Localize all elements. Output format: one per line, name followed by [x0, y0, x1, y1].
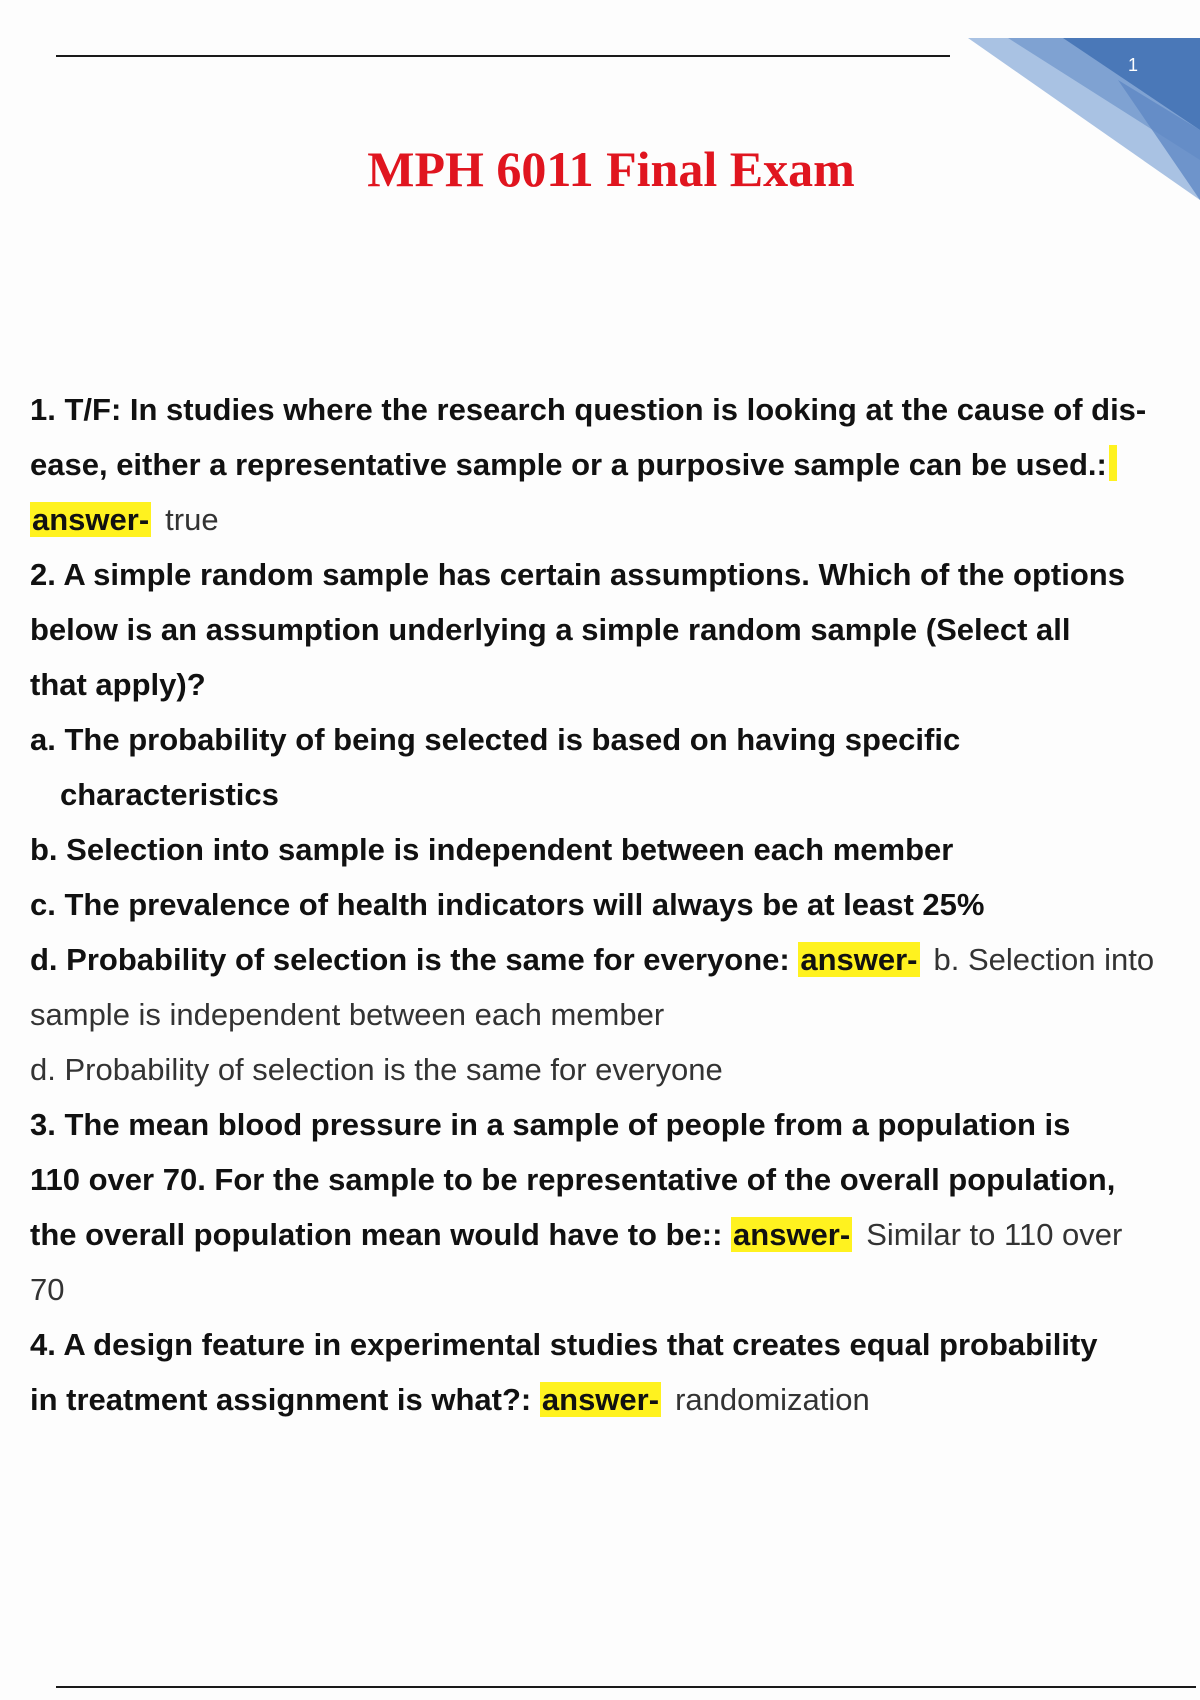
question-4-text-2: in treatment assignment is what?:	[30, 1382, 532, 1417]
question-3-text-1: 3. The mean blood pressure in a sample of people from a population is	[30, 1107, 1071, 1142]
exam-content	[30, 382, 1190, 1427]
question-4-line-2	[30, 1372, 1190, 1427]
question-2-line-1	[30, 547, 1190, 602]
question-1-answer: true	[165, 502, 219, 537]
question-4-text-1: 4. A design feature in experimental studies that creates equal probability	[30, 1327, 1098, 1362]
question-1-line-1	[30, 382, 1190, 437]
option-d-text: d. Probability of selection is the same for everyone:	[30, 942, 790, 977]
question-3-line-2	[30, 1152, 1190, 1207]
question-2-answer-line-3	[30, 1042, 1190, 1097]
answer-tag: answer-	[733, 1217, 851, 1252]
highlight-mark	[1109, 445, 1117, 481]
answer-tag: answer-	[32, 502, 150, 537]
question-4-line-1	[30, 1317, 1190, 1372]
option-b-line	[30, 822, 1190, 877]
question-2-answer-line-2	[30, 987, 1190, 1042]
question-3-line-1	[30, 1097, 1190, 1152]
question-3-answer-2: 70	[30, 1272, 65, 1307]
page-title: MPH 6011 Final Exam	[367, 141, 855, 197]
option-a-text-1: a. The probability of being selected is based on having specific	[30, 722, 961, 757]
option-c-line	[30, 877, 1190, 932]
question-3-text-3: the overall population mean would have to be::	[30, 1217, 723, 1252]
question-2-answer-2: sample is independent between each member	[30, 997, 665, 1032]
option-a-text-2: characteristics	[60, 777, 279, 812]
question-1-text-2: ease, either a representative sample or a purposive sample can be used.:	[30, 447, 1107, 482]
question-1-text-1: 1. T/F: In studies where the research question is looking at the cause of dis-	[30, 392, 1147, 427]
answer-tag: answer-	[800, 942, 918, 977]
question-3-text-2: 110 over 70. For the sample to be representative of the overall population,	[30, 1162, 1116, 1197]
question-2-text-3: that apply)?	[30, 667, 206, 702]
question-3-line-3	[30, 1207, 1190, 1262]
question-2-text-1: 2. A simple random sample has certain assumptions. Which of the options	[30, 557, 1125, 592]
question-3-answer-line-2	[30, 1262, 1190, 1317]
question-1-line-2	[30, 437, 1190, 492]
option-a-line-2	[30, 767, 1190, 822]
question-2-line-3	[30, 657, 1190, 712]
question-4-answer: randomization	[675, 1382, 870, 1417]
answer-tag: answer-	[541, 1382, 660, 1417]
question-3-answer-1: Similar to 110 over	[866, 1217, 1123, 1252]
question-2-line-2	[30, 602, 1190, 657]
question-2-text-2: below is an assumption underlying a simple random sample (Select all	[30, 612, 1071, 647]
question-2-answer-1: b. Selection into	[933, 942, 1155, 977]
footer-rule	[56, 1686, 1196, 1688]
question-1-answer-line	[30, 492, 1190, 547]
option-b-text: b. Selection into sample is independent between each member	[30, 832, 954, 867]
option-d-line	[30, 932, 1190, 987]
page-number: 1	[1128, 55, 1139, 75]
question-2-answer-3: d. Probability of selection is the same for everyone	[30, 1052, 723, 1087]
option-a-line-1	[30, 712, 1190, 767]
header-rule	[56, 55, 950, 57]
option-c-text: c. The prevalence of health indicators will always be at least 25%	[30, 887, 985, 922]
